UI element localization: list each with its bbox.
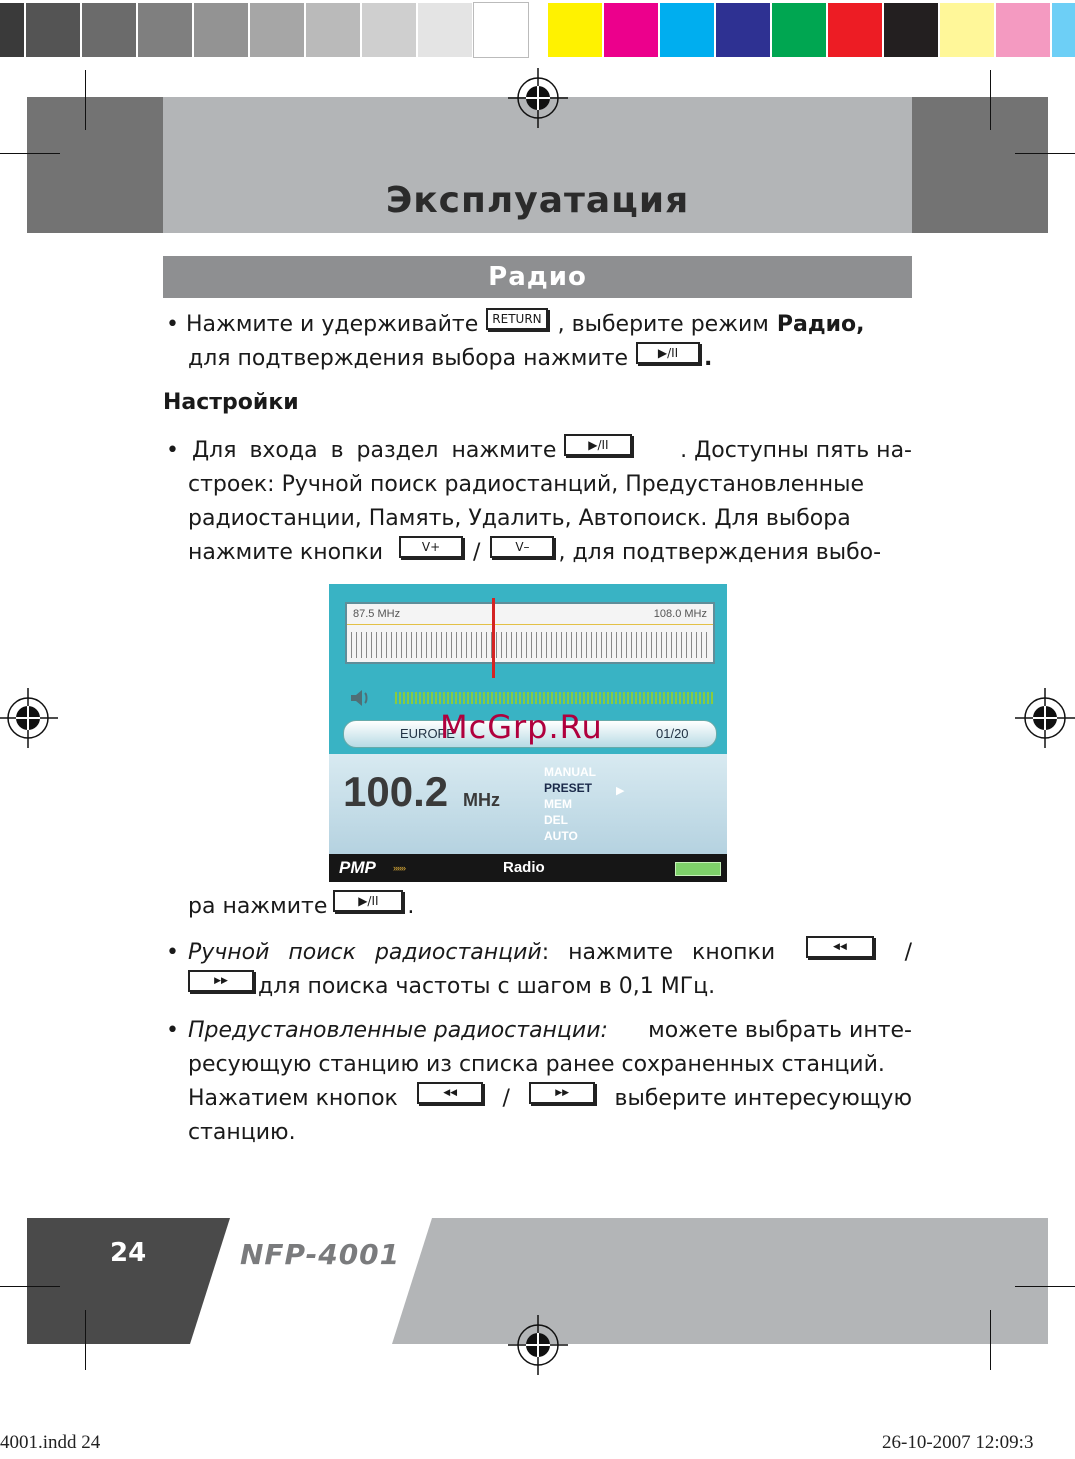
- text: /: [904, 940, 912, 965]
- color-swatch: [1052, 3, 1075, 57]
- color-swatch: [660, 3, 714, 57]
- header-left-block: [27, 97, 163, 233]
- settings-heading: Настройки: [163, 390, 299, 415]
- text: радиостанции, Память, Удалить, Автопоиск. Для выбора: [188, 506, 851, 531]
- gray-swatch: [194, 3, 248, 57]
- color-swatch: [772, 3, 826, 57]
- text: Нажатием кнопок: [188, 1086, 398, 1111]
- text: станцию.: [188, 1120, 296, 1145]
- crop-mark: [1015, 153, 1075, 154]
- color-swatch: [996, 3, 1050, 57]
- registration-mark-icon: [508, 1315, 568, 1375]
- model-name: NFP-4001: [240, 1238, 401, 1271]
- text: • Для входа в раздел нажмите: [166, 438, 557, 463]
- color-swatch: [716, 3, 770, 57]
- crop-mark: [1015, 1286, 1075, 1287]
- file-slug: 4001.indd 24: [0, 1432, 101, 1453]
- paragraph-manual-search: [166, 936, 912, 1004]
- rewind-key-icon: ◀◀: [417, 1082, 483, 1104]
- text: /: [473, 540, 481, 565]
- scale-max-label: 108.0 MHz: [653, 608, 707, 620]
- text: .: [704, 346, 713, 371]
- frequency-unit: MHz: [463, 790, 500, 810]
- crop-mark: [0, 1286, 60, 1287]
- frequency-value: 100.2: [343, 768, 449, 815]
- bullet-icon: •: [166, 940, 179, 965]
- registration-mark-icon: [1015, 688, 1075, 748]
- radio-menu-item: PRESET: [544, 781, 593, 795]
- text: для подтверждения выбора нажмите: [188, 346, 629, 371]
- rewind-key-icon: ◀◀: [806, 936, 874, 958]
- paragraph-mode-select: [166, 308, 912, 376]
- paragraph-presets: [166, 1014, 912, 1150]
- watermark: McGrp.Ru: [440, 708, 603, 746]
- radio-menu-item: AUTO: [544, 829, 578, 843]
- forward-key-icon: ▶▶: [188, 970, 254, 992]
- text: Радио,: [776, 312, 865, 337]
- volume-up-key-icon: V+: [399, 536, 463, 558]
- scale-line: [347, 624, 713, 625]
- page-title: Эксплуатация: [385, 180, 690, 221]
- play-pause-key-icon: ▶/II: [636, 342, 700, 364]
- play-pause-key-icon: ▶/II: [333, 890, 403, 912]
- page-number: 24: [110, 1238, 147, 1268]
- brand-label: PMP: [339, 858, 376, 877]
- color-swatch: [548, 3, 602, 57]
- crop-mark: [0, 153, 60, 154]
- text: для поиска частоты с шагом в 0,1 МГц.: [258, 974, 716, 999]
- date-slug: 26-10-2007 12:09:3: [882, 1432, 1034, 1453]
- gray-swatch: [418, 3, 472, 57]
- gray-swatch: [26, 3, 80, 57]
- mode-label: Radio: [503, 859, 545, 876]
- frequency-panel: [329, 754, 727, 854]
- gray-swatch: [0, 3, 24, 57]
- forward-key-icon: ▶▶: [529, 1082, 595, 1104]
- paragraph-settings-continued: [166, 890, 912, 924]
- section-title: Радио: [163, 256, 912, 298]
- text: , для подтверждения выбо-: [558, 540, 882, 565]
- device-status-bar: [329, 854, 727, 882]
- speaker-icon: [349, 688, 371, 708]
- gray-swatch: [250, 3, 304, 57]
- header-right-block: [912, 97, 1048, 233]
- color-swatch: [940, 3, 994, 57]
- radio-menu-item: MEM: [544, 797, 572, 811]
- crop-mark: [85, 70, 86, 130]
- signal-level-bar: [395, 692, 715, 704]
- registration-mark-icon: [508, 68, 568, 128]
- volume-down-key-icon: V–: [490, 536, 554, 558]
- color-swatch: [884, 3, 938, 57]
- bullet-icon: •: [166, 1018, 179, 1043]
- text: ресующую станцию из списка ранее сохраненных станций.: [188, 1052, 885, 1077]
- text: строек: Ручной поиск радиостанций, Предустановленные: [188, 472, 864, 497]
- text: . Доступны пять на-: [680, 438, 912, 463]
- color-swatch: [828, 3, 882, 57]
- text: : нажмите кнопки: [541, 940, 776, 965]
- text: , выберите режим: [557, 312, 769, 337]
- scale-min-label: 87.5 MHz: [353, 608, 401, 620]
- radio-menu: [544, 764, 596, 844]
- text: /: [502, 1086, 510, 1111]
- text: Предустановленные радиостанции:: [188, 1018, 608, 1043]
- color-swatch: [604, 3, 658, 57]
- registration-mark-icon: [0, 688, 58, 748]
- region-label: EUROPE: [400, 726, 455, 741]
- return-key-icon: RETURN: [486, 308, 547, 330]
- text: ра нажмите: [188, 894, 328, 919]
- battery-icon: [675, 862, 721, 876]
- text: Ручной поиск радиостанций: [188, 940, 542, 965]
- tuning-needle: [492, 598, 495, 678]
- crop-mark: [85, 1310, 86, 1370]
- text: можете выбрать инте-: [648, 1018, 912, 1043]
- text: .: [407, 894, 415, 919]
- preset-counter: 01/20: [656, 726, 689, 741]
- gray-swatch: [474, 3, 528, 57]
- gray-swatch: [306, 3, 360, 57]
- play-pause-key-icon: ▶/II: [564, 434, 632, 456]
- crop-mark: [990, 1310, 991, 1370]
- frequency-scale: [345, 602, 715, 664]
- paragraph-settings: [166, 434, 912, 570]
- gray-swatch: [82, 3, 136, 57]
- gray-swatch: [138, 3, 192, 57]
- radio-menu-item: DEL: [544, 813, 568, 827]
- crop-mark: [990, 70, 991, 130]
- menu-arrow-icon: ▶: [616, 784, 625, 797]
- gray-swatch: [362, 3, 416, 57]
- text: выберите интересующую: [614, 1086, 912, 1111]
- scale-ticks: [351, 632, 709, 658]
- text: нажмите кнопки: [188, 540, 384, 565]
- text: • Нажмите и удерживайте: [166, 312, 479, 337]
- brand-arrows-icon: »»»: [393, 863, 406, 873]
- radio-menu-item: MANUAL: [544, 765, 596, 779]
